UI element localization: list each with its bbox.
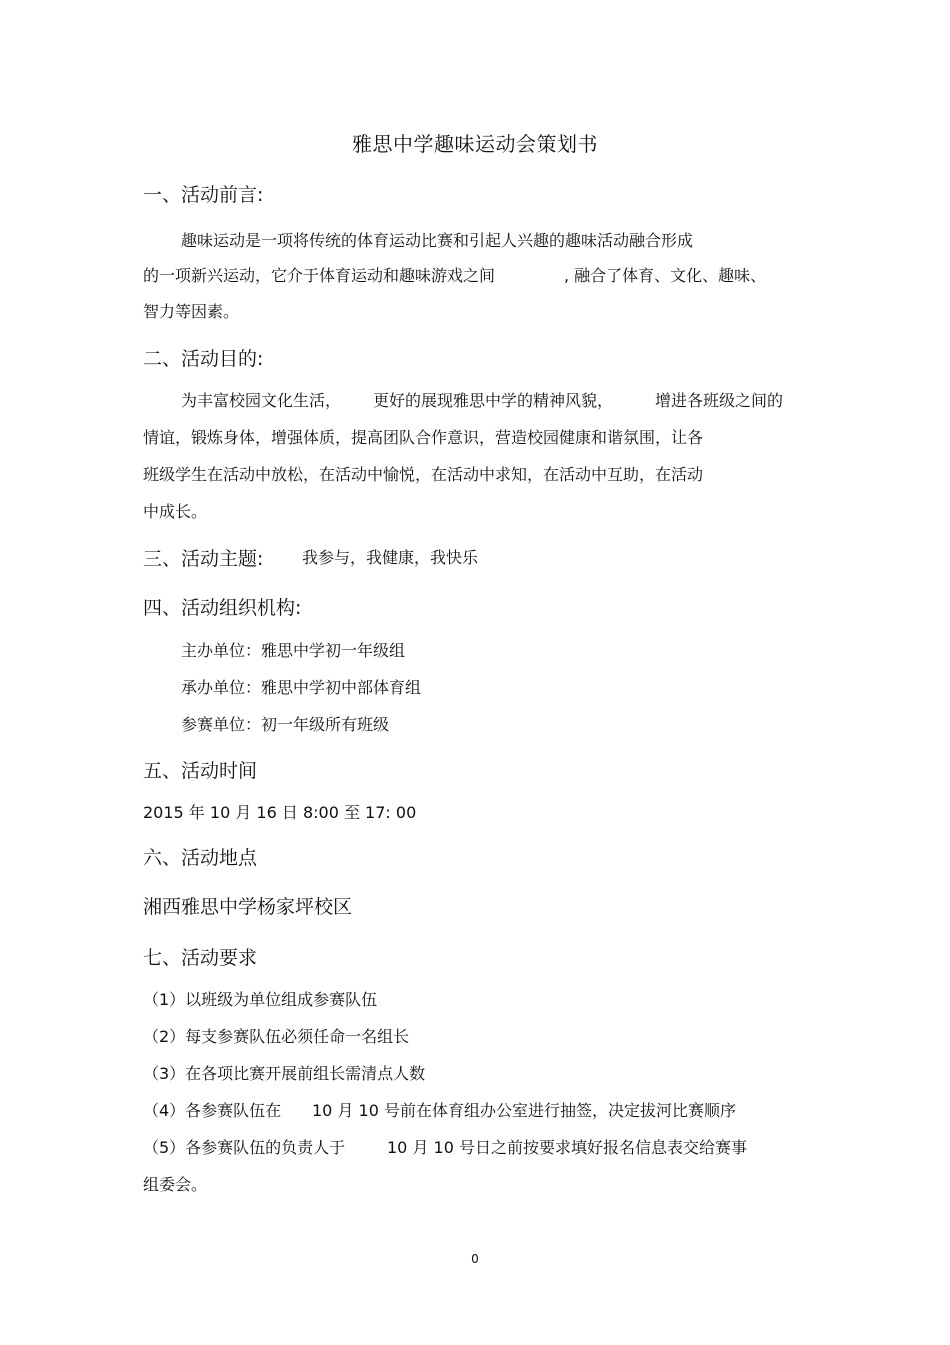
section-heading-preface: 一、活动前言: — [143, 184, 264, 206]
organizer-line: 承办单位：雅思中学初中部体育组 — [181, 678, 422, 697]
paragraph-line: 增进各班级之间的 — [655, 391, 784, 410]
section-heading-location: 六、活动地点 — [143, 847, 258, 869]
paragraph-line: 的一项新兴运动，它介于体育运动和趣味游戏之间 — [143, 266, 496, 285]
event-location: 湘西雅思中学杨家坪校区 — [143, 896, 353, 918]
section-heading-requirements: 七、活动要求 — [143, 947, 258, 969]
paragraph-line: 智力等因素。 — [143, 302, 240, 321]
paragraph-line: 班级学生在活动中放松，在活动中愉悦，在活动中求知，在活动中互助，在活动 — [143, 465, 704, 484]
requirement-item: （5）各参赛队伍的负责人于 — [143, 1138, 346, 1157]
event-time: 2015 年 10 月 16 日 8:00 至 17: 00 — [143, 803, 417, 822]
organizer-line: 主办单位：雅思中学初一年级组 — [181, 641, 406, 660]
paragraph-line: , 融合了体育、文化、趣味、 — [564, 266, 767, 285]
requirement-item: （1）以班级为单位组成参赛队伍 — [143, 990, 378, 1009]
requirement-item: 10 月 10 号前在体育组办公室进行抽签，决定拔河比赛顺序 — [312, 1101, 736, 1120]
section-heading-organization: 四、活动组织机构: — [143, 597, 302, 619]
paragraph-line: 情谊，锻炼身体，增强体质，提高团队合作意识，营造校园健康和谐氛围，让各 — [143, 428, 704, 447]
paragraph-line: 趣味运动是一项将传统的体育运动比赛和引起人兴趣的趣味活动融合形成 — [181, 231, 694, 250]
requirement-item: （3）在各项比赛开展前组长需清点人数 — [143, 1064, 426, 1083]
requirement-item: 10 月 10 号日之前按要求填好报名信息表交给赛事 — [387, 1138, 747, 1157]
paragraph-line: 为丰富校园文化生活， — [181, 391, 342, 410]
requirement-item: 组委会。 — [143, 1175, 208, 1194]
requirement-item: （4）各参赛队伍在 — [143, 1101, 282, 1120]
requirement-item: （2）每支参赛队伍必须任命一名组长 — [143, 1027, 410, 1046]
section-heading-time: 五、活动时间 — [143, 760, 258, 782]
theme-value: 我参与，我健康，我快乐 — [302, 548, 479, 567]
page-title: 雅思中学趣味运动会策划书 — [352, 132, 598, 156]
organizer-line: 参赛单位：初一年级所有班级 — [181, 715, 390, 734]
section-heading-theme: 三、活动主题: — [143, 548, 264, 570]
section-heading-purpose: 二、活动目的: — [143, 348, 264, 370]
page-number: 0 — [471, 1252, 479, 1266]
paragraph-line: 中成长。 — [143, 502, 208, 521]
paragraph-line: 更好的展现雅思中学的精神风貌， — [373, 391, 614, 410]
